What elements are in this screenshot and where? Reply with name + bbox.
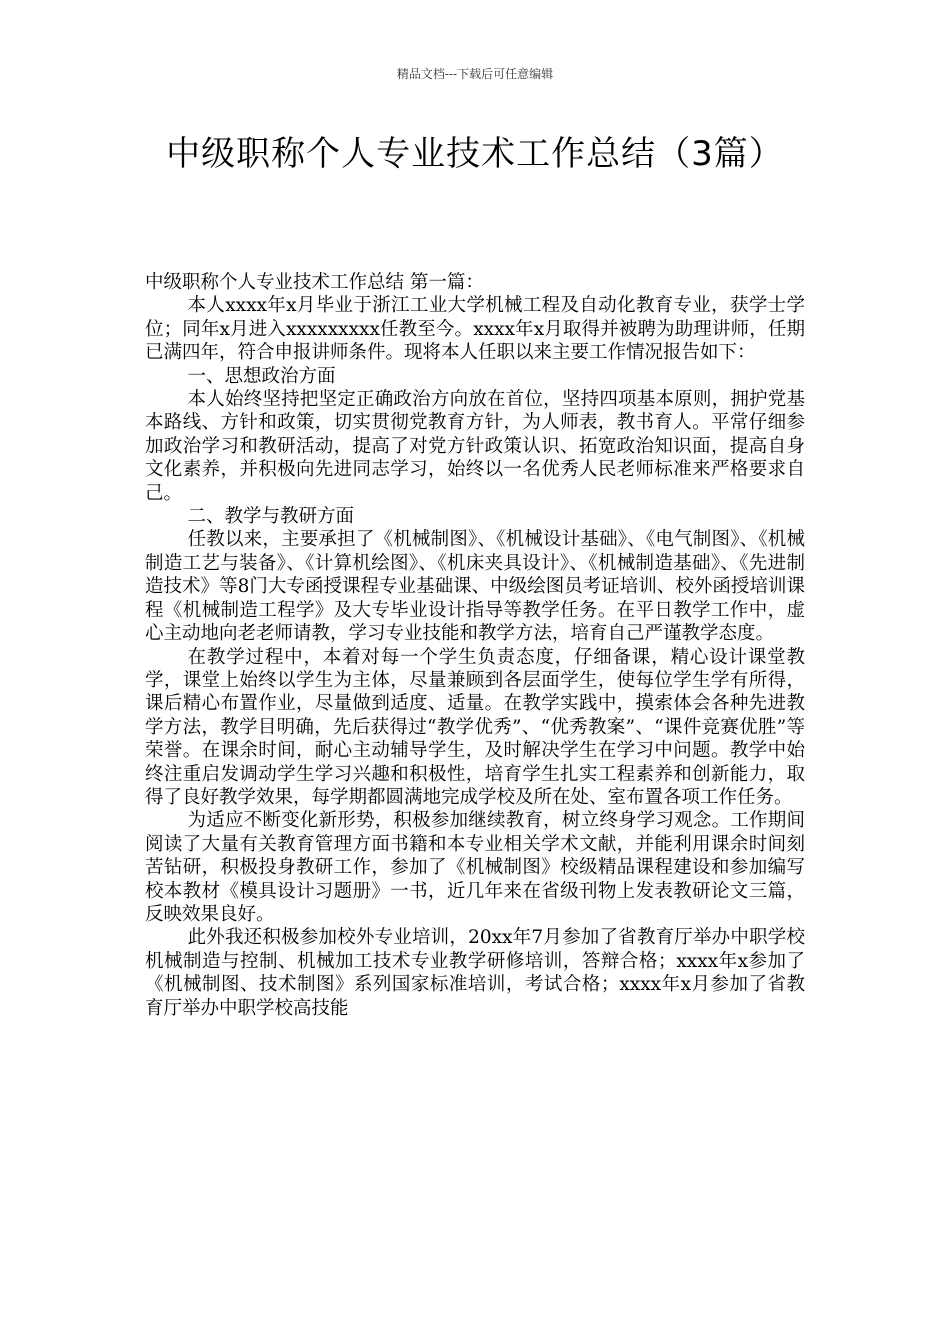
paragraph-teaching-process: 在教学过程中，本着对每一个学生负责态度，仔细备课，精心设计课堂教学，课堂上始终以学生为主体，尽量兼顾到各层面学生，使每位学生学有所得，课后精心布置作业，尽量做到适度、适量。在教学实践中，摸索体会各种先进教学方法，教学目明确，先后获得过“教学优秀”、“优秀教案”、“课件竞赛优胜”等荣誉。在课余时间，耐心主动辅导学生，及时解决学生在学习中问题。教学中始终注重启发调动学生学习兴趣和积极性，培育学生扎实工程素养和创新能力，取得了良好教学效果，每学期都圆满地完成学校及所在处、室布置各项工作任务。 [145, 646, 805, 808]
document-title: 中级职称个人专业技术工作总结（3篇） [166, 134, 784, 174]
subheading-politics: 一、思想政治方面 [187, 365, 336, 387]
paragraph-politics: 本人始终坚持把坚定正确政治方向放在首位，坚持四项基本原则，拥护党基本路线、方针和政策，切实贯彻党教育方针，为人师表，教书育人。平常仔细参加政治学习和教研活动，提高了对党方针政策认识、拓宽政治知识面，提高自身文化素养，并积极向先进同志学习，始终以一名优秀人民老师标准来严格要求自己。 [145, 389, 805, 504]
header-note: 精品文档---下载后可任意编辑 [396, 67, 554, 81]
paragraph-training: 此外我还积极参加校外专业培训，20xx年7月参加了省教育厅举办中职学校机械制造与控制、机械加工技术专业教学研修培训，答辩合格；xxxx年x参加了《机械制图、技术制图》系列国家标准培训，考试合格；xxxx年x月参加了省教育厅举办中职学校高技能 [145, 927, 805, 1019]
paragraph-courses: 任教以来，主要承担了《机械制图》、《机械设计基础》、《电气制图》、《机械制造工艺与装备》、《计算机绘图》、《机床夹具设计》、《机械制造基础》、《先进制造技术》等8门大专函授课程专业基础课、中级绘图员考证培训、校外函授培训课程《机械制造工程学》及大专毕业设计指导等教学任务。在平日教学工作中，虚心主动地向老老师请教，学习专业技能和教学方法，培育自己严谨教学态度。 [145, 529, 805, 645]
subheading-teaching: 二、教学与教研方面 [187, 506, 355, 528]
section-heading: 中级职称个人专业技术工作总结 第一篇： [145, 272, 484, 293]
document-body [145, 271, 805, 1020]
paragraph-continuing-education: 为适应不断变化新形势，积极参加继续教育，树立终身学习观念。工作期间阅读了大量有关教育管理方面书籍和本专业相关学术文献，并能利用课余时间刻苦钻研，积极投身教研工作，参加了《机械制图》校级精品课程建设和参加编写校本教材《模具设计习题册》一书，近几年来在省级刊物上发表教研论文三篇，反映效果良好。 [145, 810, 805, 925]
paragraph-intro: 本人xxxx年x月毕业于浙江工业大学机械工程及自动化教育专业，获学士学位；同年x月进入xxxxxxxxx任教至今。xxxx年x月取得并被聘为助理讲师，任期已满四年，符合申报讲师条件。现将本人任职以来主要工作情况报告如下： [145, 295, 805, 364]
